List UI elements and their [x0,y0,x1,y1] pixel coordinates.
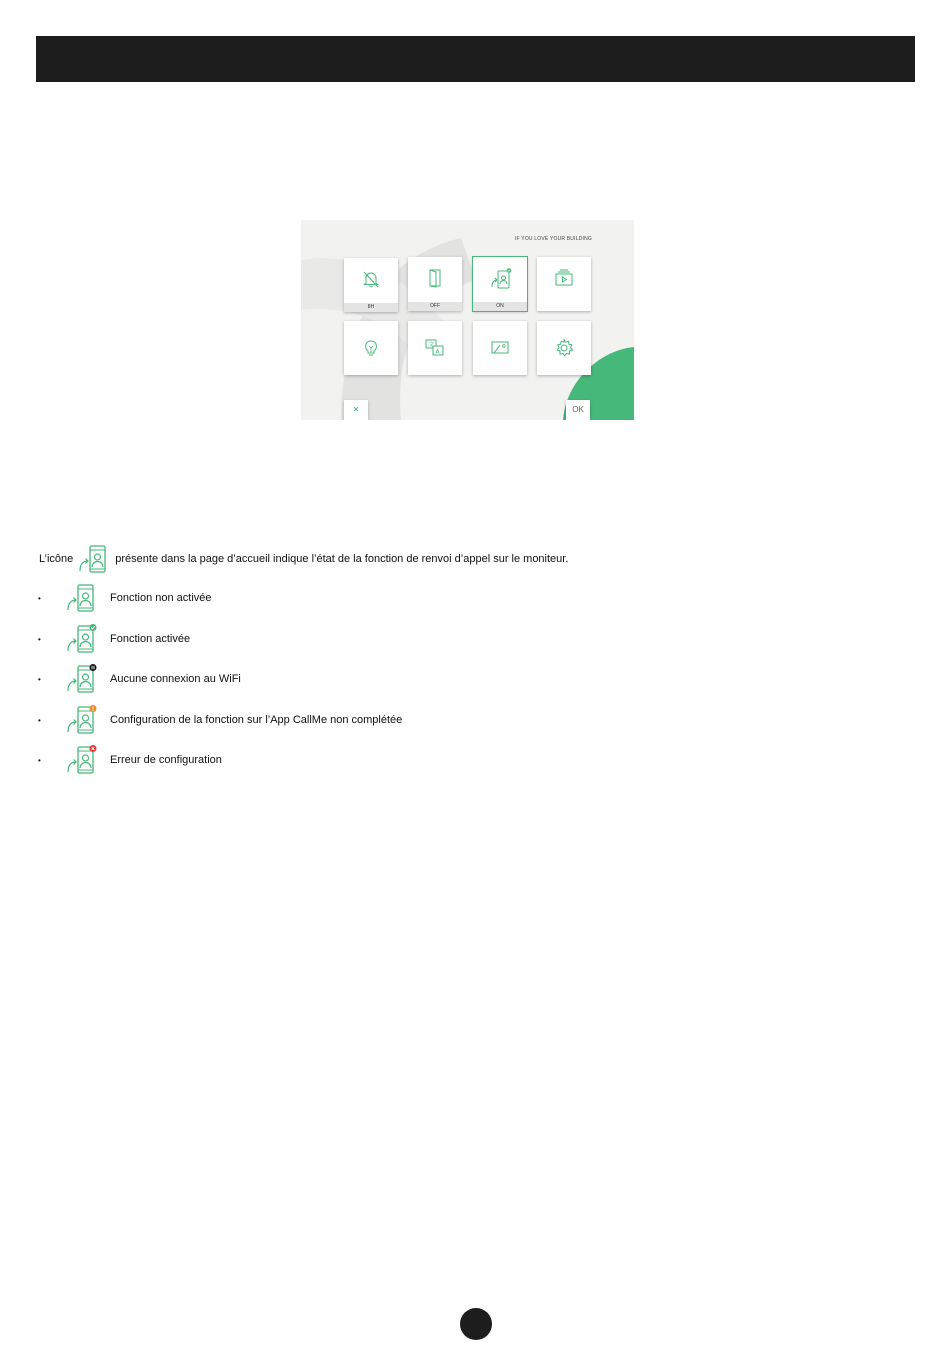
bullet: • [38,634,41,644]
cancel-button[interactable]: ✕ [344,400,368,420]
call-forward-icon [66,664,98,694]
language-icon [425,338,445,358]
tile-display[interactable] [473,321,527,375]
tile-do-not-disturb[interactable] [344,258,398,312]
svg-text:文: 文 [428,341,435,349]
call-forward-icon [490,268,512,290]
screen-title: IF YOU LOVE YOUR BUILDING [514,236,592,242]
status-label: Aucune connexion au WiFi [110,673,241,685]
door-icon [425,268,445,288]
intro-before: L’icône [39,553,74,565]
svg-text:A: A [435,348,440,356]
bullet: • [38,756,41,765]
page-number-badge [460,1308,492,1340]
bullet: • [38,675,41,684]
display-brightness-icon [490,338,510,358]
status-label: Configuration de la fonction sur l’App CallMe non complétée [110,713,403,726]
video-playback-icon [554,268,574,288]
check-badge-icon [90,624,97,631]
tile-video-playback[interactable] [537,257,591,311]
call-forward-icon [79,545,109,573]
bullet: • [38,715,41,725]
error-badge-icon [90,745,97,752]
call-forward-icon [66,705,98,735]
gear-icon [554,338,574,358]
intro-after: présente dans la page d’accueil indique l’état de la fonction de renvoi d’appel sur le moniteur. [115,553,569,565]
monitor-screen [301,220,634,420]
status-label: Erreur de configuration [110,754,222,766]
tile-caption: ON [473,302,527,311]
tile-language[interactable] [408,321,462,375]
header-bar [36,36,915,82]
warning-badge-icon [90,705,97,712]
status-label: Fonction activée [110,632,191,645]
tile-settings[interactable] [537,321,591,375]
pause-badge-icon [90,664,97,671]
bullet: • [38,594,41,603]
tile-caption: OFF [408,302,462,311]
light-bulb-icon [361,338,381,358]
intro-text [39,545,568,573]
status-label: Fonction non activée [110,592,212,604]
tile-door[interactable] [408,257,462,311]
tile-caption: 8H [344,303,398,312]
background-decoration [301,220,634,420]
tile-call-forward[interactable] [473,257,527,311]
call-forward-icon [66,624,98,654]
tile-light[interactable] [344,321,398,375]
ok-button[interactable]: OK [566,400,590,420]
bell-off-icon [361,269,381,289]
call-forward-icon [66,583,98,613]
call-forward-icon [66,745,98,775]
